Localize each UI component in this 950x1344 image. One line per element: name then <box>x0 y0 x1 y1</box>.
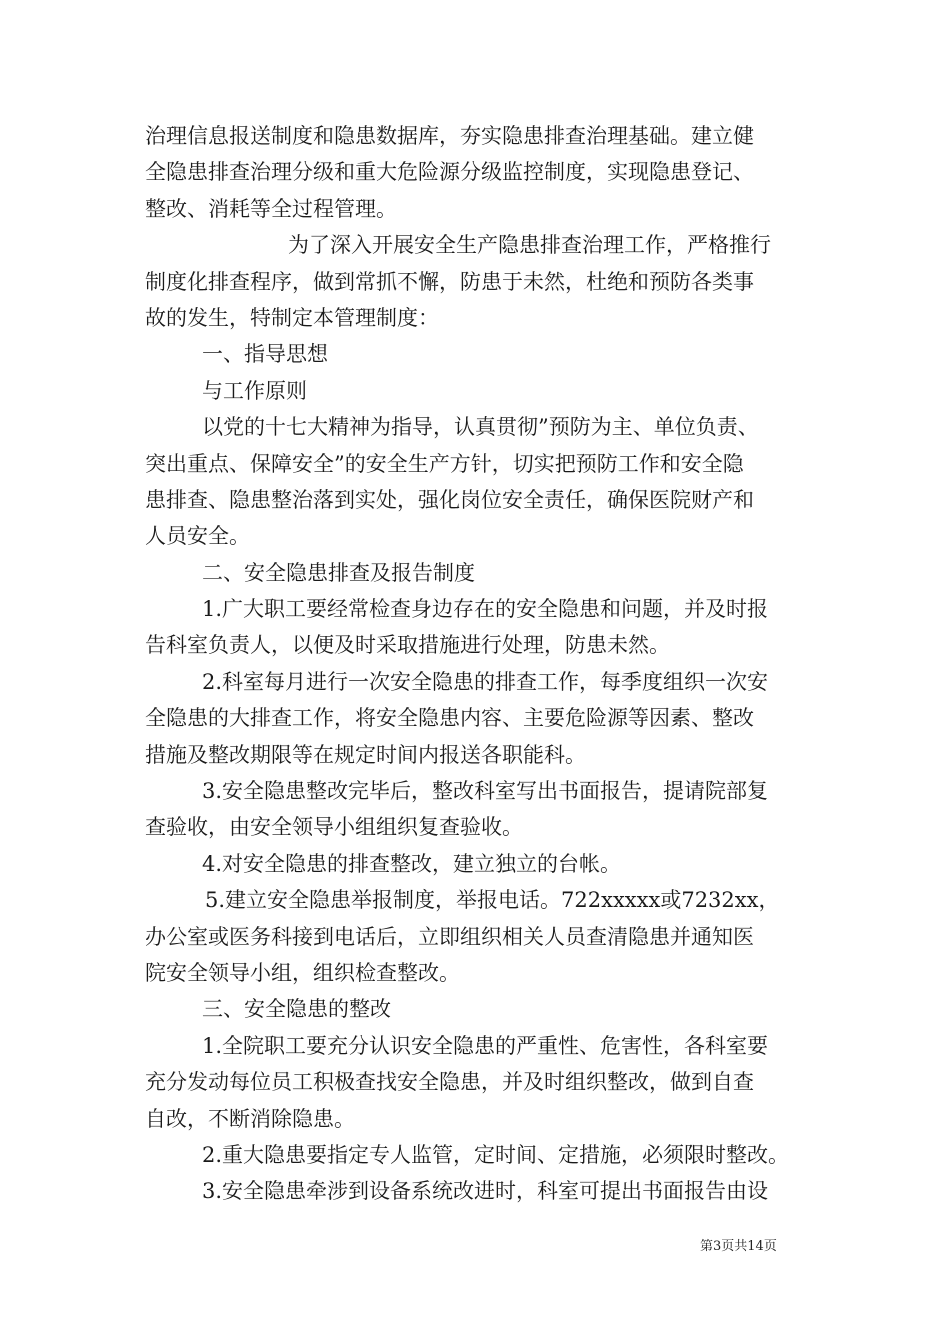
text-line: 2.重大隐患要指定专人监管，定时间、定措施，必须限时整改。 <box>202 1142 790 1167</box>
text-line: 治理信息报送制度和隐患数据库，夯实隐患排查治理基础。建立健 <box>145 124 754 148</box>
text-line: 3.安全隐患牵涉到设备系统改进时，科室可提出书面报告由设 <box>202 1179 769 1204</box>
text-line: 告科室负责人，以便及时采取措施进行处理，防患未然。 <box>145 633 670 658</box>
text-line: 整改、消耗等全过程管理。 <box>145 196 397 221</box>
body-text <box>145 118 809 1210</box>
text-line: 充分发动每位员工积极查找安全隐患，并及时组织整改，做到自查 <box>145 1070 754 1095</box>
text-line: 制度化排查程序，做到常抓不懈，防患于未然，杜绝和预防各类事 <box>145 269 754 294</box>
text-line: 5.建立安全隐患举报制度，举报电话。722xxxxx或7232xx， <box>205 888 780 913</box>
text-line: 2.科室每月进行一次安全隐患的排查工作，每季度组织一次安 <box>202 669 769 694</box>
text-line: 以党的十七大精神为指导，认真贯彻”预防为主、单位负责、 <box>202 415 759 440</box>
text-line: 措施及整改期限等在规定时间内报送各职能科。 <box>145 742 586 767</box>
text-line: 全隐患排查治理分级和重大危险源分级监控制度，实现隐患登记、 <box>145 160 754 185</box>
text-line: 1.广大职工要经常检查身边存在的安全隐患和问题，并及时报 <box>202 597 769 622</box>
text-line: 3.安全隐患整改完毕后，整改科室写出书面报告，提请院部复 <box>202 779 769 804</box>
text-line: 突出重点、保障安全”的安全生产方针，切实把预防工作和安全隐 <box>145 451 744 476</box>
text-line: 全隐患的大排查工作，将安全隐患内容、主要危险源等因素、整改 <box>145 706 754 731</box>
section-heading: 与工作原则 <box>202 378 307 403</box>
text-line: 院安全领导小组，组织检查整改。 <box>145 960 460 985</box>
section-heading: 二、安全隐患排查及报告制度 <box>202 560 475 585</box>
text-line: 查验收，由安全领导小组组织复查验收。 <box>145 815 523 840</box>
text-line: 故的发生，特制定本管理制度： <box>145 305 439 330</box>
text-line: 办公室或医务科接到电话后，立即组织相关人员查清隐患并通知医 <box>145 924 754 949</box>
text-line: 为了深入开展安全生产隐患排查治理工作，严格推行 <box>288 233 771 258</box>
section-heading: 三、安全隐患的整改 <box>202 997 391 1022</box>
text-line: 患排查、隐患整治落到实处，强化岗位安全责任，确保医院财产和 <box>145 487 754 512</box>
text-line: 4.对安全隐患的排查整改，建立独立的台帐。 <box>202 851 622 876</box>
section-heading: 一、指导思想 <box>202 342 328 367</box>
page-number-footer: 第3页共14页 <box>700 1239 777 1254</box>
text-line: 人员安全。 <box>145 524 250 549</box>
text-line: 1.全院职工要充分认识安全隐患的严重性、危害性，各科室要 <box>202 1033 769 1058</box>
text-line: 自改，不断消除隐患。 <box>145 1106 355 1131</box>
